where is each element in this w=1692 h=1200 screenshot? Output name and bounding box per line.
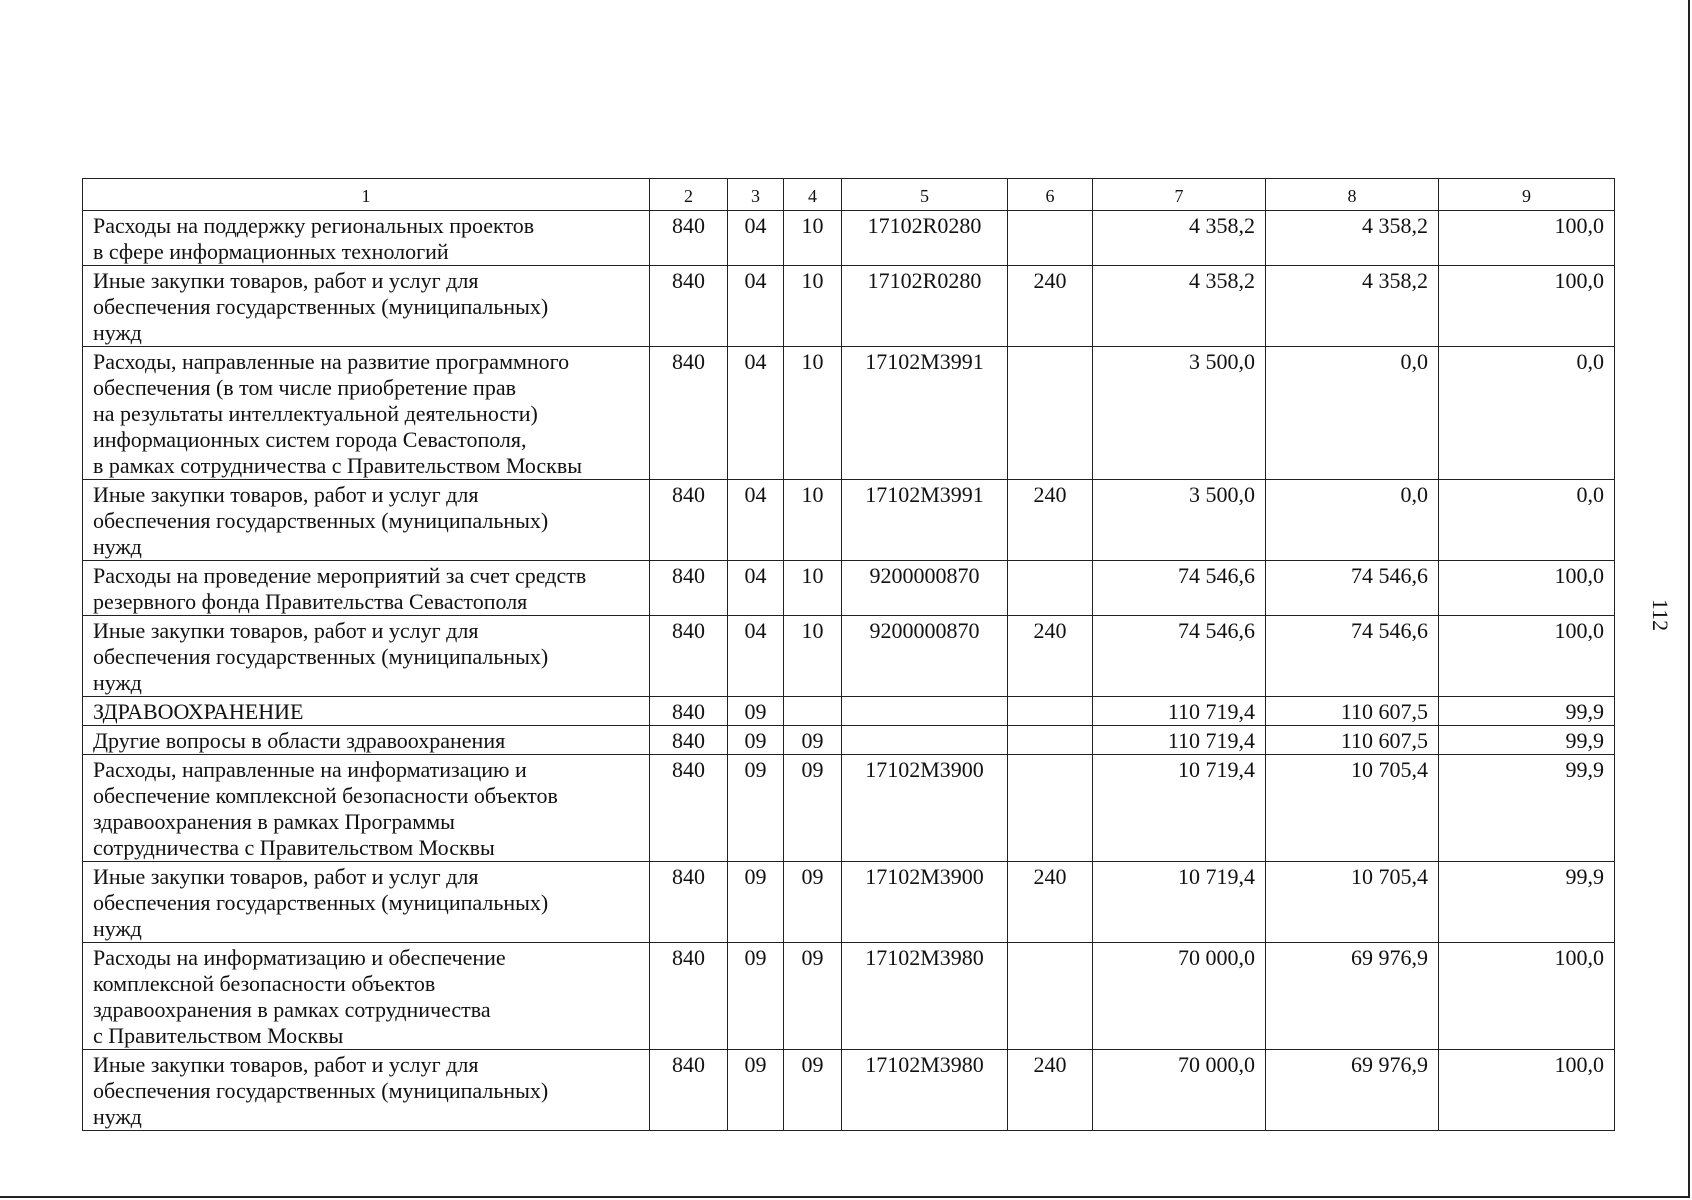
cell-col-3: 04 (728, 616, 784, 697)
cell-col-7: 4 358,2 (1093, 266, 1266, 347)
header-cell-9: 9 (1439, 179, 1615, 211)
cell-col-2: 840 (650, 726, 728, 755)
cell-col-9: 100,0 (1439, 266, 1615, 347)
cell-col-6 (1008, 726, 1093, 755)
cell-name (83, 726, 650, 755)
cell-name (83, 480, 650, 561)
cell-col-8: 10 705,4 (1266, 755, 1439, 862)
cell-col-8: 4 358,2 (1266, 211, 1439, 266)
cell-col-7: 110 719,4 (1093, 697, 1266, 726)
cell-col-7: 4 358,2 (1093, 211, 1266, 266)
cell-col-4 (784, 697, 842, 726)
cell-col-9: 100,0 (1439, 943, 1615, 1050)
cell-col-5: 9200000870 (842, 561, 1008, 616)
cell-col-3: 04 (728, 266, 784, 347)
cell-col-6 (1008, 755, 1093, 862)
cell-col-5: 17102R0280 (842, 266, 1008, 347)
cell-col-6 (1008, 347, 1093, 480)
cell-col-7: 10 719,4 (1093, 755, 1266, 862)
cell-col-3: 04 (728, 561, 784, 616)
cell-col-2: 840 (650, 755, 728, 862)
cell-col-7: 74 546,6 (1093, 616, 1266, 697)
row-description: Другие вопросы в области здравоохранения (93, 728, 506, 753)
cell-col-9: 99,9 (1439, 697, 1615, 726)
cell-col-7: 70 000,0 (1093, 1050, 1266, 1131)
cell-col-3: 09 (728, 755, 784, 862)
cell-col-2: 840 (650, 347, 728, 480)
cell-name (83, 755, 650, 862)
cell-name (83, 1050, 650, 1131)
cell-col-6: 240 (1008, 480, 1093, 561)
cell-col-6 (1008, 211, 1093, 266)
table-row (83, 755, 1615, 862)
cell-col-4: 09 (784, 1050, 842, 1131)
table-row (83, 266, 1615, 347)
cell-col-2: 840 (650, 697, 728, 726)
row-description: Иные закупки товаров, работ и услуг для обеспечения государственных (муниципальных) нужд (93, 268, 549, 345)
header-cell-6: 6 (1008, 179, 1093, 211)
cell-name (83, 862, 650, 943)
header-cell-1: 1 (83, 179, 650, 211)
row-description: Иные закупки товаров, работ и услуг для обеспечения государственных (муниципальных) нужд (93, 482, 549, 559)
cell-col-5: 17102M3991 (842, 480, 1008, 561)
cell-name (83, 211, 650, 266)
row-description: Иные закупки товаров, работ и услуг для обеспечения государственных (муниципальных) нужд (93, 1052, 549, 1129)
cell-col-9: 99,9 (1439, 755, 1615, 862)
cell-col-5: 17102M3900 (842, 755, 1008, 862)
cell-col-2: 840 (650, 616, 728, 697)
cell-col-4: 10 (784, 561, 842, 616)
row-description: Расходы на информатизацию и обеспечение комплексной безопасности объектов здравоохранения в рамках сотрудничества с Правительством Москвы (93, 945, 506, 1048)
cell-col-5 (842, 726, 1008, 755)
cell-col-5: 17102M3900 (842, 862, 1008, 943)
cell-col-4: 09 (784, 943, 842, 1050)
cell-name (83, 616, 650, 697)
row-description: Расходы на поддержку региональных проектов в сфере информационных технологий (93, 213, 535, 264)
cell-col-7: 74 546,6 (1093, 561, 1266, 616)
cell-col-6 (1008, 697, 1093, 726)
cell-col-4: 10 (784, 347, 842, 480)
cell-col-2: 840 (650, 480, 728, 561)
cell-col-2: 840 (650, 266, 728, 347)
table-body (83, 211, 1615, 1131)
cell-col-3: 09 (728, 1050, 784, 1131)
cell-col-9: 99,9 (1439, 862, 1615, 943)
cell-col-9: 100,0 (1439, 1050, 1615, 1131)
cell-col-8: 74 546,6 (1266, 616, 1439, 697)
cell-col-9: 100,0 (1439, 616, 1615, 697)
table-row (83, 697, 1615, 726)
row-description: ЗДРАВООХРАНЕНИЕ (93, 699, 304, 724)
budget-table (82, 178, 1615, 1131)
cell-col-2: 840 (650, 1050, 728, 1131)
table-row (83, 561, 1615, 616)
row-description: Расходы, направленные на развитие программного обеспечения (в том числе приобретение прав на результаты интеллектуальной деятельности) информационных систем города Севастополя, в рамках сотрудничества с Правительством Москвы (93, 349, 583, 478)
cell-col-4: 10 (784, 480, 842, 561)
cell-name (83, 561, 650, 616)
table-row (83, 616, 1615, 697)
cell-col-7: 3 500,0 (1093, 347, 1266, 480)
cell-col-3: 04 (728, 211, 784, 266)
cell-col-8: 110 607,5 (1266, 726, 1439, 755)
cell-col-5: 17102M3991 (842, 347, 1008, 480)
table-row (83, 480, 1615, 561)
cell-col-8: 10 705,4 (1266, 862, 1439, 943)
table-row (83, 347, 1615, 480)
cell-col-5: 17102R0280 (842, 211, 1008, 266)
cell-col-9: 100,0 (1439, 211, 1615, 266)
cell-col-6: 240 (1008, 266, 1093, 347)
cell-col-7: 70 000,0 (1093, 943, 1266, 1050)
cell-col-3: 09 (728, 726, 784, 755)
header-cell-3: 3 (728, 179, 784, 211)
header-row (83, 179, 1615, 211)
row-description: Расходы, направленные на информатизацию и обеспечение комплексной безопасности объектов здравоохранения в рамках Программы сотрудничества с Правительством Москвы (93, 757, 558, 860)
cell-col-3: 09 (728, 943, 784, 1050)
row-description: Расходы на проведение мероприятий за счет средств резервного фонда Правительства Севастополя (93, 563, 587, 614)
cell-col-2: 840 (650, 211, 728, 266)
page-number: 112 (1648, 598, 1673, 632)
cell-col-4: 09 (784, 755, 842, 862)
cell-col-6: 240 (1008, 1050, 1093, 1131)
header-cell-4: 4 (784, 179, 842, 211)
cell-col-9: 0,0 (1439, 347, 1615, 480)
cell-col-6: 240 (1008, 862, 1093, 943)
cell-col-5: 17102M3980 (842, 943, 1008, 1050)
cell-col-2: 840 (650, 862, 728, 943)
row-description: Иные закупки товаров, работ и услуг для обеспечения государственных (муниципальных) нужд (93, 618, 549, 695)
cell-name (83, 697, 650, 726)
cell-col-2: 840 (650, 561, 728, 616)
cell-col-3: 04 (728, 347, 784, 480)
header-cell-7: 7 (1093, 179, 1266, 211)
cell-col-8: 0,0 (1266, 480, 1439, 561)
table-row (83, 862, 1615, 943)
cell-col-3: 09 (728, 862, 784, 943)
cell-col-4: 09 (784, 726, 842, 755)
cell-name (83, 266, 650, 347)
cell-col-6 (1008, 943, 1093, 1050)
table-row (83, 211, 1615, 266)
cell-col-4: 10 (784, 616, 842, 697)
cell-col-8: 4 358,2 (1266, 266, 1439, 347)
cell-col-5: 17102M3980 (842, 1050, 1008, 1131)
cell-col-7: 3 500,0 (1093, 480, 1266, 561)
cell-col-8: 110 607,5 (1266, 697, 1439, 726)
cell-col-8: 74 546,6 (1266, 561, 1439, 616)
table-row (83, 1050, 1615, 1131)
cell-col-8: 69 976,9 (1266, 1050, 1439, 1131)
cell-col-5 (842, 697, 1008, 726)
table-row (83, 943, 1615, 1050)
cell-col-6: 240 (1008, 616, 1093, 697)
cell-col-7: 110 719,4 (1093, 726, 1266, 755)
table-row (83, 726, 1615, 755)
cell-col-7: 10 719,4 (1093, 862, 1266, 943)
cell-col-9: 100,0 (1439, 561, 1615, 616)
cell-col-5: 9200000870 (842, 616, 1008, 697)
cell-col-8: 0,0 (1266, 347, 1439, 480)
header-cell-2: 2 (650, 179, 728, 211)
cell-col-3: 04 (728, 480, 784, 561)
cell-col-8: 69 976,9 (1266, 943, 1439, 1050)
header-cell-5: 5 (842, 179, 1008, 211)
cell-col-2: 840 (650, 943, 728, 1050)
header-cell-8: 8 (1266, 179, 1439, 211)
cell-col-4: 09 (784, 862, 842, 943)
cell-name (83, 347, 650, 480)
cell-col-3: 09 (728, 697, 784, 726)
cell-col-4: 10 (784, 211, 842, 266)
cell-col-6 (1008, 561, 1093, 616)
cell-name (83, 943, 650, 1050)
row-description: Иные закупки товаров, работ и услуг для обеспечения государственных (муниципальных) нужд (93, 864, 549, 941)
cell-col-4: 10 (784, 266, 842, 347)
cell-col-9: 99,9 (1439, 726, 1615, 755)
cell-col-9: 0,0 (1439, 480, 1615, 561)
